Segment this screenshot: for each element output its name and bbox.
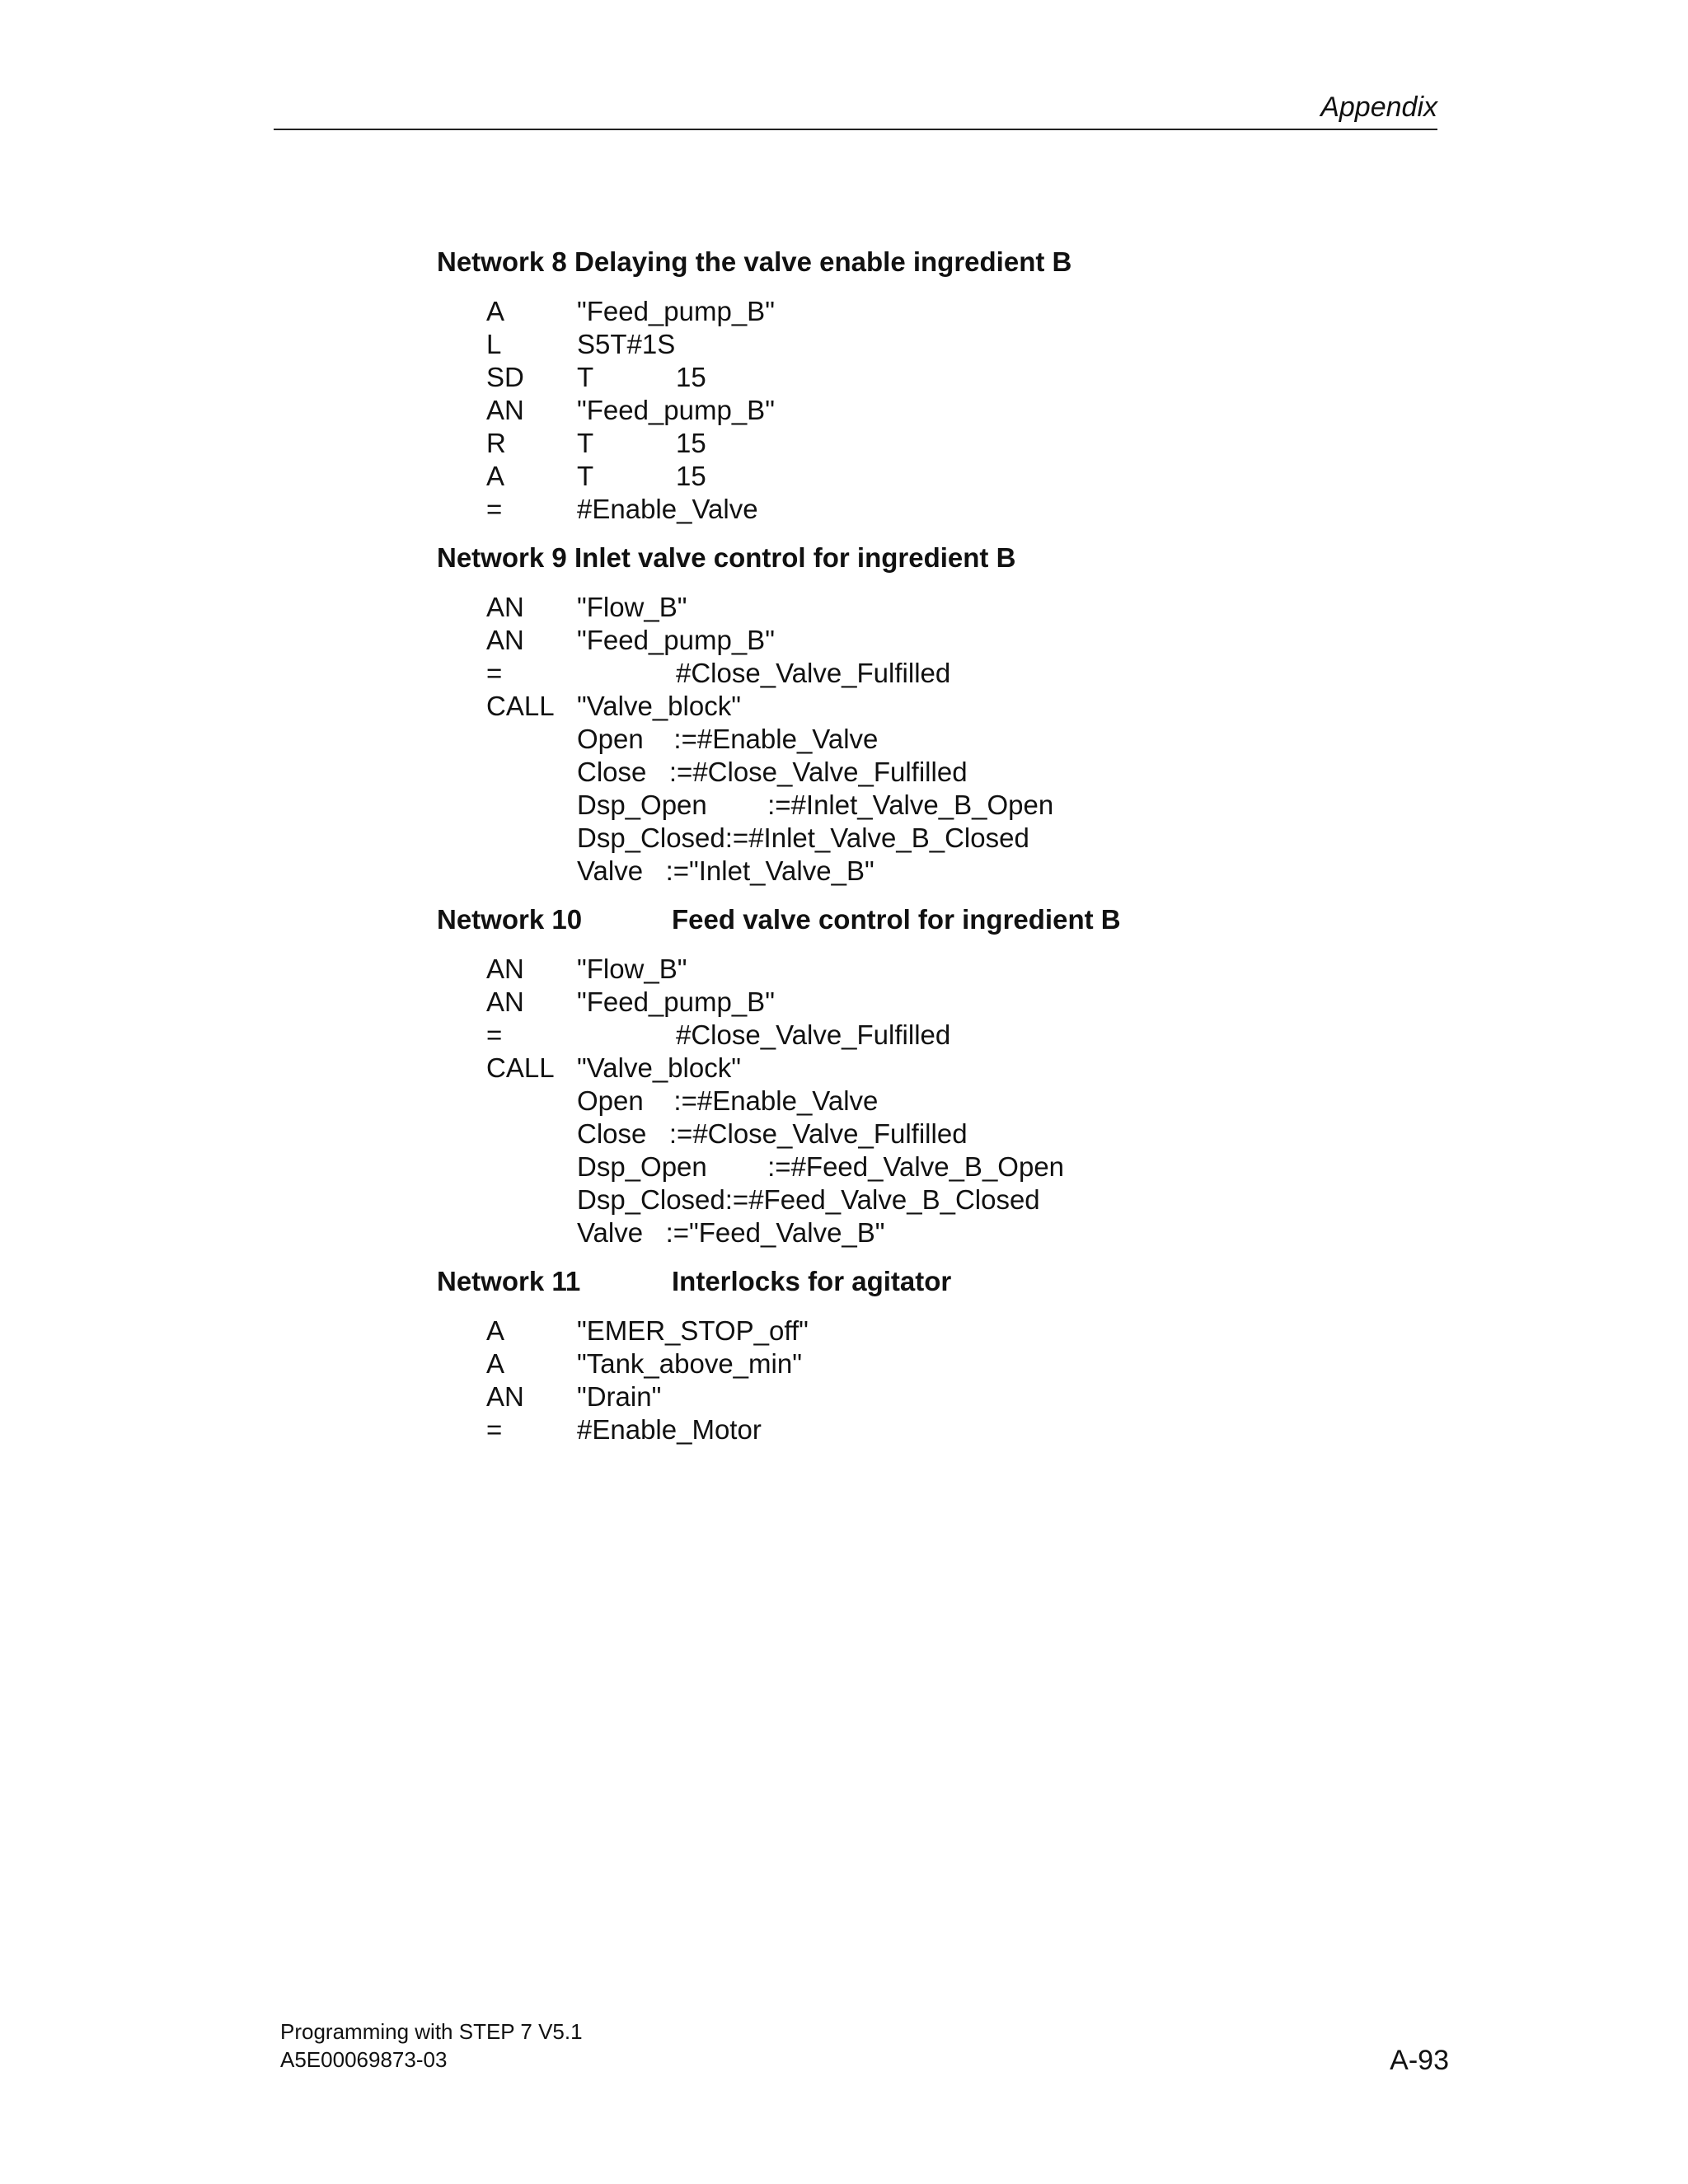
instruction-operand: "Feed_pump_B" xyxy=(577,395,775,425)
instruction-op: AN xyxy=(486,395,524,425)
network-number: Network 8 xyxy=(437,246,567,277)
instruction-operand: Valve :="Inlet_Valve_B" xyxy=(577,855,874,886)
network-title: Delaying the valve enable ingredient B xyxy=(574,246,1072,277)
instruction-operand: "Valve_block" xyxy=(577,691,741,721)
instruction-op: = xyxy=(486,1414,503,1445)
instruction-operand: Close :=#Close_Valve_Fulfilled xyxy=(577,1118,968,1149)
network-title: Interlocks for agitator xyxy=(672,1266,952,1296)
instruction-operand: T xyxy=(577,461,594,491)
instruction-operand: "Flow_B" xyxy=(577,592,687,622)
instruction-extra: 15 xyxy=(676,428,706,458)
instruction-operand: "Flow_B" xyxy=(577,954,687,984)
instruction-extra: #Close_Valve_Fulfilled xyxy=(676,658,951,688)
running-header xyxy=(274,89,1437,130)
instruction-operand: #Enable_Valve xyxy=(577,494,758,524)
instruction-operand: Close :=#Close_Valve_Fulfilled xyxy=(577,757,968,787)
instruction-op: CALL xyxy=(486,1052,555,1083)
footer-product: Programming with STEP 7 V5.1 xyxy=(280,2019,583,2044)
instruction-op: = xyxy=(486,658,503,688)
instruction-operand: Valve :="Feed_Valve_B" xyxy=(577,1217,885,1248)
instruction-operand: "Feed_pump_B" xyxy=(577,625,775,655)
instruction-op: SD xyxy=(486,362,524,392)
footer-info xyxy=(280,2018,583,2074)
instruction-op: A xyxy=(486,1348,505,1379)
instruction-operand: "EMER_STOP_off" xyxy=(577,1315,809,1346)
instruction-op: A xyxy=(486,461,505,491)
page-number: A-93 xyxy=(1390,2045,1449,2076)
footer-doc-number: A5E00069873-03 xyxy=(280,2047,448,2072)
instruction-operand: Open :=#Enable_Valve xyxy=(577,724,879,754)
instruction-operand: "Feed_pump_B" xyxy=(577,296,775,326)
instruction-op: L xyxy=(486,329,502,359)
network-number: Network 11 xyxy=(437,1266,581,1296)
network-title: Feed valve control for ingredient B xyxy=(672,904,1121,935)
instruction-operand: S5T#1S xyxy=(577,329,676,359)
instruction-operand: Dsp_Closed:=#Inlet_Valve_B_Closed xyxy=(577,823,1029,853)
instruction-operand: T xyxy=(577,362,594,392)
instruction-operand: Dsp_Closed:=#Feed_Valve_B_Closed xyxy=(577,1184,1040,1215)
instruction-extra: 15 xyxy=(676,362,706,392)
instruction-op: AN xyxy=(486,625,524,655)
header-title: Appendix xyxy=(1320,91,1437,123)
instruction-op: AN xyxy=(486,954,524,984)
instruction-operand: Dsp_Open :=#Inlet_Valve_B_Open xyxy=(577,790,1054,820)
instruction-operand: #Enable_Motor xyxy=(577,1414,762,1445)
instruction-op: = xyxy=(486,1019,503,1050)
instruction-op: AN xyxy=(486,1381,524,1412)
instruction-extra: #Close_Valve_Fulfilled xyxy=(676,1019,951,1050)
instruction-operand: "Valve_block" xyxy=(577,1052,741,1083)
instruction-operand: T xyxy=(577,428,594,458)
instruction-op: AN xyxy=(486,987,524,1017)
instruction-operand: Dsp_Open :=#Feed_Valve_B_Open xyxy=(577,1151,1065,1182)
network-number: Network 9 xyxy=(437,542,567,573)
instruction-op: AN xyxy=(486,592,524,622)
instruction-op: A xyxy=(486,1315,505,1346)
instruction-operand: "Tank_above_min" xyxy=(577,1348,802,1379)
instruction-op: CALL xyxy=(486,691,555,721)
instruction-operand: "Feed_pump_B" xyxy=(577,987,775,1017)
instruction-operand: "Drain" xyxy=(577,1381,662,1412)
instruction-op: = xyxy=(486,494,503,524)
instruction-op: R xyxy=(486,428,506,458)
instruction-extra: 15 xyxy=(676,461,706,491)
network-number: Network 10 xyxy=(437,904,583,935)
instruction-op: A xyxy=(486,296,505,326)
network-title: Inlet valve control for ingredient B xyxy=(574,542,1016,573)
instruction-operand: Open :=#Enable_Valve xyxy=(577,1085,879,1116)
